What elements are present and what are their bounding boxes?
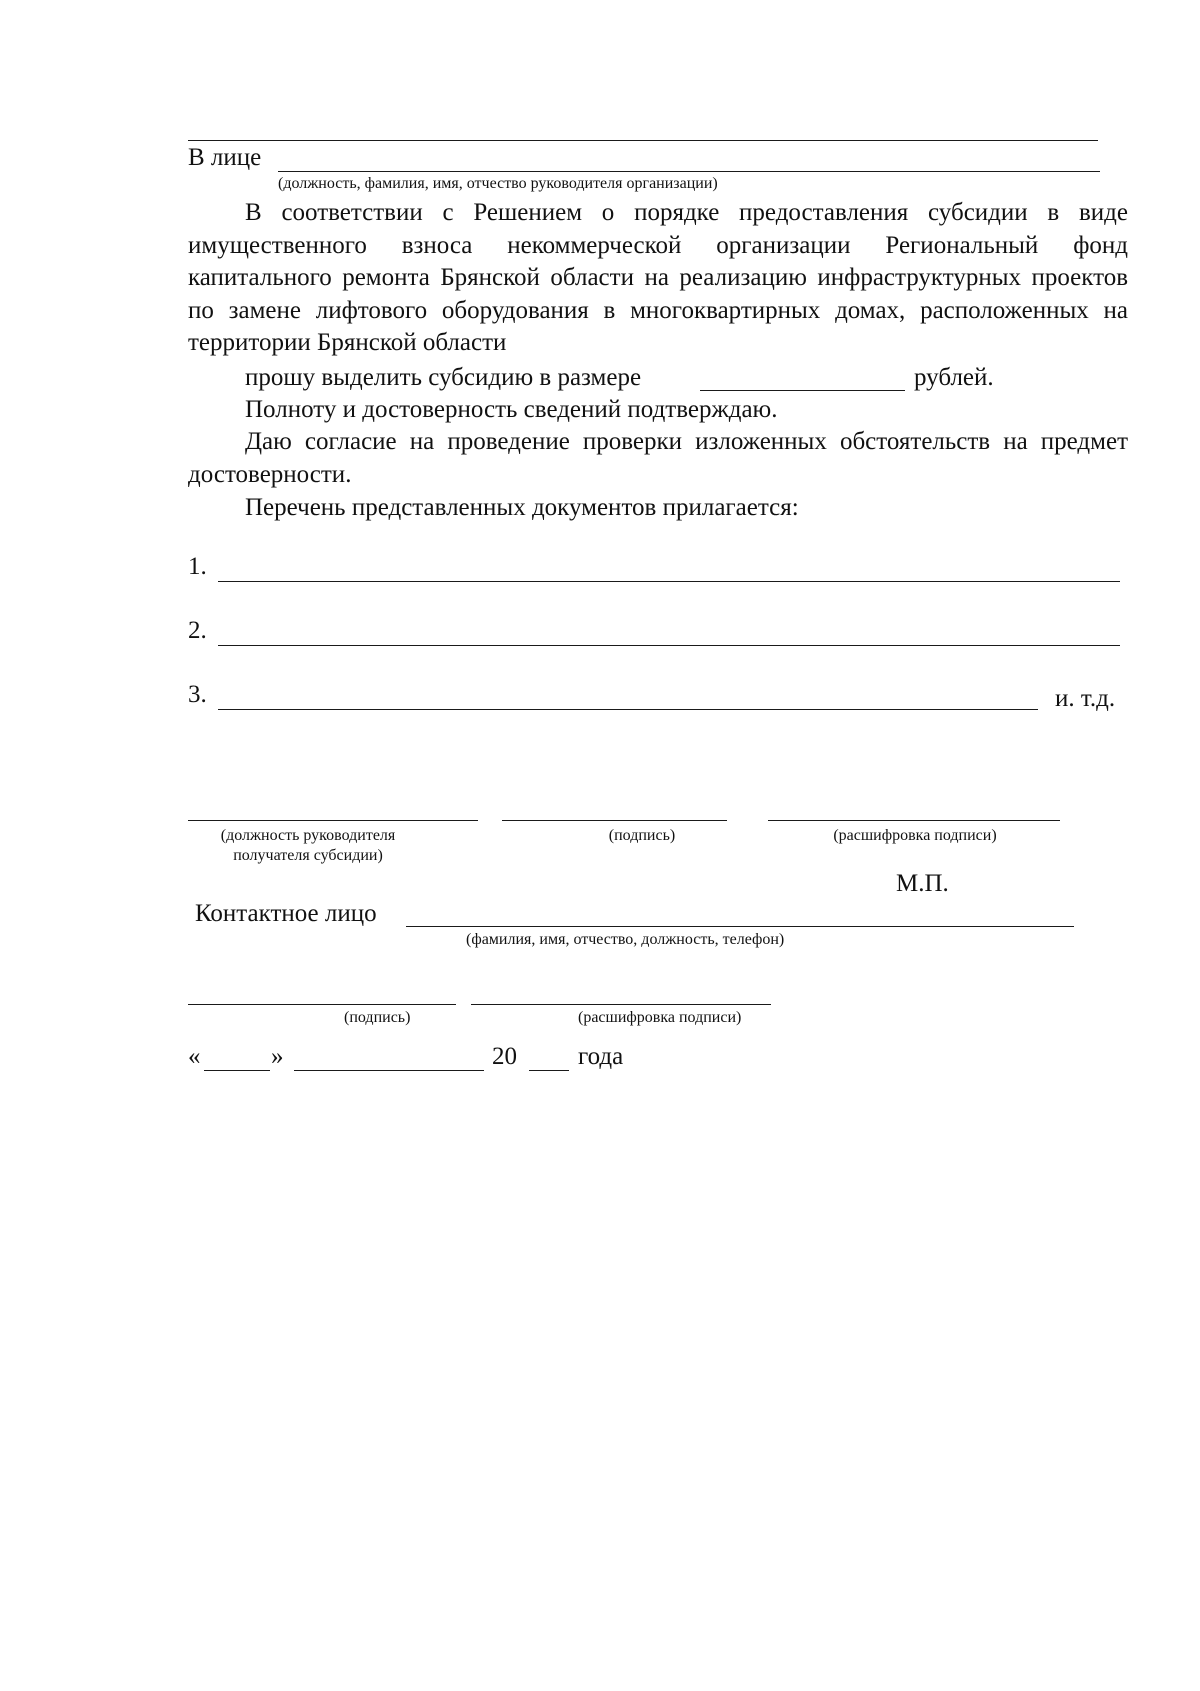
date-close-quote: » <box>271 1043 284 1070</box>
contact-signature-caption: (подпись) <box>344 1009 411 1026</box>
document-item-2-field[interactable] <box>218 645 1120 646</box>
contact-field[interactable] <box>406 926 1074 927</box>
date-year-prefix: 20 <box>492 1043 517 1070</box>
document-item-1-field[interactable] <box>218 581 1120 582</box>
position-field[interactable] <box>188 820 478 821</box>
representative-field[interactable] <box>278 171 1100 172</box>
position-caption: (должность руководителя получателя субсидии) <box>220 827 396 864</box>
list-intro: Перечень представленных документов прилагается: <box>245 494 799 521</box>
signature-caption: (подпись) <box>608 827 676 844</box>
date-day-field[interactable] <box>204 1070 270 1071</box>
consent-paragraph: Даю согласие на проведение проверки изложенных обстоятельств на предмет достоверности. <box>188 428 1128 488</box>
header-label: В лице <box>188 144 262 171</box>
request-prefix: прошу выделить субсидию в размере <box>245 364 642 391</box>
request-suffix: рублей. <box>914 364 994 391</box>
contact-label: Контактное лицо <box>195 900 377 927</box>
document-item-1-number: 1. <box>188 553 207 580</box>
date-open-quote: « <box>188 1043 201 1070</box>
contact-decode-caption: (расшифровка подписи) <box>578 1009 742 1026</box>
top-rule <box>188 140 1098 141</box>
signature-decode-field[interactable] <box>768 820 1060 821</box>
amount-field[interactable] <box>700 390 905 391</box>
date-month-field[interactable] <box>294 1070 484 1071</box>
document-item-3-field[interactable] <box>218 709 1038 710</box>
stamp-label: М.П. <box>896 870 949 897</box>
date-year-suffix: года <box>578 1043 624 1070</box>
confirm-text: Полноту и достоверность сведений подтверждаю. <box>245 396 778 423</box>
signature-field[interactable] <box>502 820 727 821</box>
contact-caption: (фамилия, имя, отчество, должность, телефон) <box>466 931 785 948</box>
header-caption: (должность, фамилия, имя, отчество руководителя организации) <box>278 175 718 192</box>
contact-signature-field[interactable] <box>188 1004 456 1005</box>
contact-decode-field[interactable] <box>471 1004 771 1005</box>
date-year-field[interactable] <box>529 1070 569 1071</box>
document-item-2-number: 2. <box>188 617 207 644</box>
body-paragraph: В соответствии с Решением о порядке предоставления субсидии в виде имущественного взноса некоммерческой организации Региональный фонд капитального ремонта Брянской области на реализацию инфраструктурных проектов по замене лифтового оборудования в многоквартирных домах, расположенных на территории Брянской области <box>188 199 1128 356</box>
decode-caption: (расшифровка подписи) <box>833 827 997 844</box>
document-item-3-number: 3. <box>188 681 207 708</box>
document-etc: и. т.д. <box>1055 685 1116 712</box>
